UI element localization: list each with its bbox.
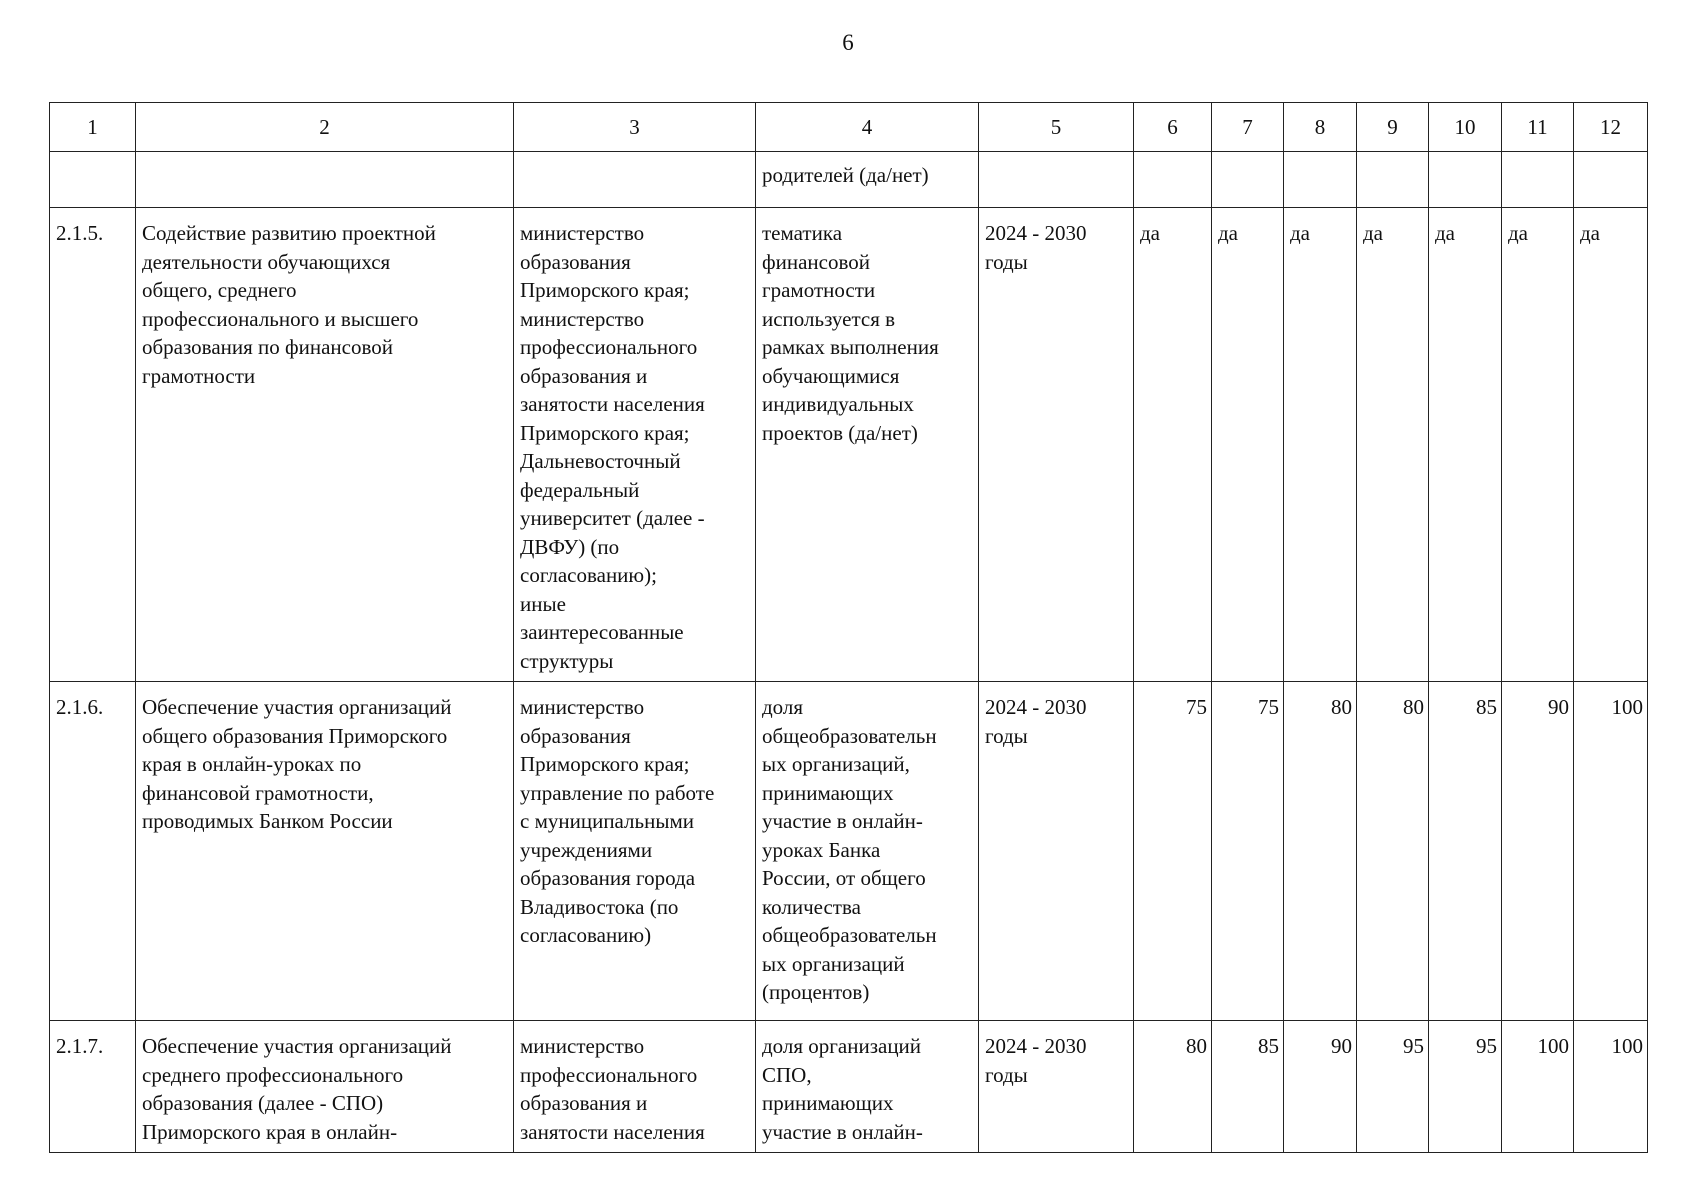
value-cell: 75 [1134,682,1212,1021]
value-cell: да [1134,208,1212,682]
column-number: 7 [1212,103,1284,152]
value-cell: 80 [1134,1021,1212,1153]
value-cell: 100 [1574,682,1648,1021]
indicator-line: доля [762,695,804,719]
event-line: Обеспечение участия организаций [142,1034,452,1058]
event-line: профессионального и высшего [142,306,419,331]
executors-line: Владивостока (по [520,894,679,919]
value-cell: 95 [1429,1021,1502,1153]
event-line: общего, среднего [142,278,297,302]
indicator-line: используется в [762,306,896,331]
executors-cell [514,682,756,1021]
executors-cell [514,208,756,682]
continuation-row [50,152,1648,208]
executors-line: Дальневосточный [520,449,681,473]
value-cell: 100 [1574,1021,1648,1153]
value-cell: 90 [1284,1021,1357,1153]
column-number: 3 [514,103,756,152]
indicator-line: участие в онлайн- [762,1119,923,1144]
period-line: годы [985,249,1028,274]
period-line: 2024 - 2030 [985,1034,1087,1058]
executors-line: министерство [520,221,645,245]
value-cell: да [1284,208,1357,682]
column-number: 6 [1134,103,1212,152]
executors-line: согласованию) [520,923,652,947]
executors-line: профессионального [520,335,698,359]
value-cell: да [1429,208,1502,682]
period-line: годы [985,723,1028,748]
value-cell: 90 [1502,682,1574,1021]
indicator-line: (процентов) [762,980,870,1004]
executors-line: министерство [520,306,645,331]
event-line: грамотности [142,363,256,388]
column-number: 11 [1502,103,1574,152]
executors-line: Приморского края; [520,278,690,302]
indicator-line: принимающих [762,1091,894,1115]
executors-line: образования и [520,1091,648,1115]
indicator-line: грамотности [762,278,876,302]
executors-line: образования города [520,866,696,890]
executors-line: заинтересованные [520,620,684,644]
table-row [50,682,1648,1021]
indicator-line: количества [762,894,861,919]
executors-line: министерство [520,1034,645,1058]
value-cell: да [1574,208,1648,682]
item-number-cell: 2.1.5. [50,208,136,682]
indicator-line: принимающих [762,780,894,805]
indicator-line: обучающимися [762,363,900,388]
event-cell [136,208,514,682]
event-line: края в онлайн-уроках по [142,752,362,776]
executors-line: занятости населения [520,392,705,416]
indicator-line: родителей (да/нет) [762,163,929,187]
column-number: 12 [1574,103,1648,152]
indicator-line: тематика [762,221,843,245]
executors-line: федеральный [520,477,640,502]
value-cell: 95 [1357,1021,1429,1153]
indicator-cell [756,208,979,682]
executors-line: Приморского края; [520,752,690,776]
event-line: Приморского края в онлайн- [142,1119,398,1144]
indicator-line: СПО, [762,1062,812,1087]
executors-line: ДВФУ) (по [520,534,620,559]
event-line: Содействие развитию проектной [142,221,436,245]
indicator-cell [756,1021,979,1153]
value-cell: 100 [1502,1021,1574,1153]
value-cell: да [1357,208,1429,682]
indicator-line: ых организаций, [762,752,910,776]
executors-line: министерство [520,695,645,719]
executors-line: занятости населения [520,1119,705,1144]
indicator-line: индивидуальных [762,392,914,416]
event-line: образования (далее - СПО) [142,1091,384,1115]
value-cell: да [1212,208,1284,682]
executors-line: учреждениями [520,837,653,862]
indicator-line: проектов (да/нет) [762,420,918,445]
event-cell [136,1021,514,1153]
page-number: 6 [842,30,854,55]
event-line: общего образования Приморского [142,723,448,748]
column-number: 9 [1357,103,1429,152]
value-cell: 85 [1429,682,1502,1021]
executors-line: иные [520,591,566,616]
executors-line: образования [520,723,631,748]
column-number: 4 [756,103,979,152]
executors-line: согласованию); [520,563,657,587]
indicator-line: России, от общего [762,866,926,890]
indicator-cell [756,682,979,1021]
indicator-line: ых организаций [762,951,905,976]
event-line: деятельности обучающихся [142,249,391,274]
event-cell [136,682,514,1021]
executors-line: профессионального [520,1062,698,1087]
indicator-line: финансовой [762,249,870,274]
executors-cell [514,1021,756,1153]
indicator-line: рамках выполнения [762,335,939,359]
column-number: 1 [50,103,136,152]
period-line: годы [985,1062,1028,1087]
indicator-line: уроках Банка [762,837,881,862]
column-number: 8 [1284,103,1357,152]
period-cell [979,208,1134,682]
table-body [50,208,1648,1153]
table-row [50,1021,1648,1153]
column-number: 5 [979,103,1134,152]
value-cell: 80 [1357,682,1429,1021]
table-row [50,208,1648,682]
value-cell: 85 [1212,1021,1284,1153]
event-line: среднего профессионального [142,1062,404,1087]
item-number-cell: 2.1.6. [50,682,136,1021]
value-cell: 80 [1284,682,1357,1021]
item-number-cell: 2.1.7. [50,1021,136,1153]
indicator-line: участие в онлайн- [762,809,923,833]
period-cell [979,1021,1134,1153]
executors-line: университет (далее - [520,506,705,530]
column-number: 10 [1429,103,1502,152]
period-line: 2024 - 2030 [985,695,1087,719]
indicator-line: доля организаций [762,1034,922,1058]
executors-line: с муниципальными [520,809,694,833]
column-number-row [50,103,1648,152]
value-cell: да [1502,208,1574,682]
event-line: финансовой грамотности, [142,780,374,805]
period-cell [979,682,1134,1021]
executors-line: образования и [520,363,648,388]
plan-table [49,102,1648,1153]
executors-line: образования [520,249,631,274]
period-line: 2024 - 2030 [985,221,1087,245]
event-line: проводимых Банком России [142,809,393,833]
indicator-line: общеобразовательн [762,923,937,947]
executors-line: структуры [520,648,614,673]
indicator-cell [756,152,979,208]
value-cell: 75 [1212,682,1284,1021]
executors-line: Приморского края; [520,420,690,445]
event-line: образования по финансовой [142,335,393,359]
indicator-line: общеобразовательн [762,723,937,748]
column-number: 2 [136,103,514,152]
executors-line: управление по работе [520,780,715,805]
event-line: Обеспечение участия организаций [142,695,452,719]
